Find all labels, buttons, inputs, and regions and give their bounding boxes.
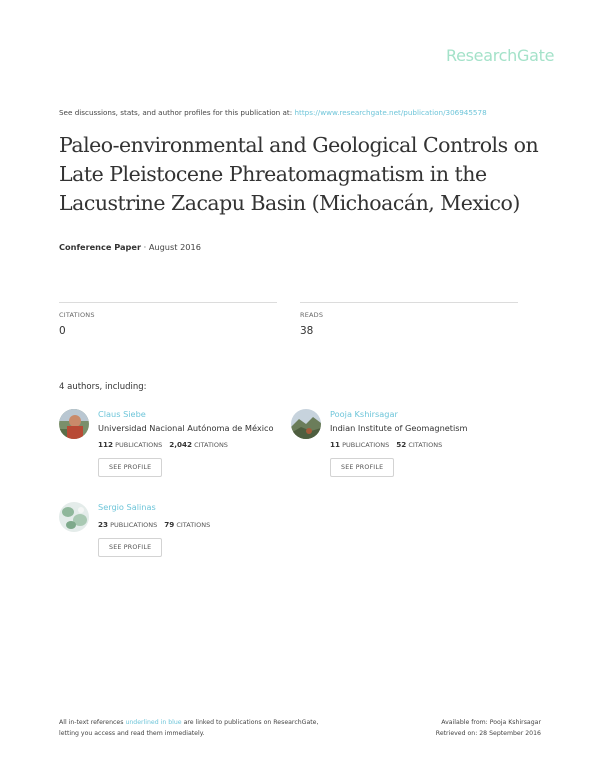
- authors-heading: 4 authors, including:: [59, 382, 147, 392]
- reads-label: READS: [300, 311, 324, 319]
- author-name-2[interactable]: Pooja Kshirsagar: [330, 409, 398, 419]
- citations-label: CITATIONS: [59, 311, 95, 319]
- author-avatar-2[interactable]: [291, 409, 321, 439]
- author-citations-label-3: CITATIONS: [176, 521, 211, 529]
- footer-suffix: are linked to publications on ResearchGate,: [181, 719, 319, 726]
- author-citations-count-1: 2,042: [169, 440, 192, 449]
- author-institution-2[interactable]: Indian Institute of Geomagnetism: [330, 423, 468, 433]
- author-stats-2: [330, 440, 530, 449]
- author-avatar-3[interactable]: [59, 502, 89, 532]
- footer-availability: [436, 717, 541, 739]
- author-citations-label-2: CITATIONS: [408, 441, 443, 449]
- reads-divider: [300, 302, 518, 303]
- author-citations-count-3: 79: [164, 520, 175, 529]
- author-publications-label-3: PUBLICATIONS: [110, 521, 158, 529]
- author-photo-3: [59, 502, 89, 532]
- author-citations-label-1: CITATIONS: [194, 441, 228, 449]
- author-publications-count-2: 11: [330, 440, 341, 449]
- footer-line-2: letting you access and read them immediately.: [59, 730, 205, 737]
- footer-retrieved-on: Retrieved on: 28 September 2016: [435, 730, 541, 737]
- reads-stat: [300, 302, 518, 337]
- see-profile-button-2[interactable]: SEE PROFILE: [330, 458, 394, 477]
- author-photo-2: [291, 409, 321, 439]
- reads-value: 38: [300, 325, 314, 337]
- author-publications-label-1: PUBLICATIONS: [115, 441, 163, 449]
- publication-type: Conference Paper: [59, 242, 142, 252]
- publication-meta: [59, 242, 201, 252]
- author-institution-1[interactable]: Universidad Nacional Autónoma de México: [98, 423, 274, 433]
- footer-underlined-link[interactable]: underlined in blue: [125, 719, 182, 726]
- see-profile-button-3[interactable]: SEE PROFILE: [98, 538, 162, 557]
- citations-divider: [59, 302, 277, 303]
- author-publications-count-1: 112: [98, 440, 114, 449]
- author-stats-1: [98, 440, 298, 449]
- footer-references-note: [59, 717, 339, 739]
- publication-link[interactable]: https://www.researchgate.net/publication/306945578: [294, 108, 487, 117]
- see-discussions-text: See discussions, stats, and author profiles for this publication at:: [59, 108, 295, 117]
- researchgate-logo[interactable]: ResearchGate: [446, 46, 555, 65]
- see-discussions-line: [59, 108, 487, 117]
- citations-value: 0: [59, 325, 66, 337]
- author-publications-count-3: 23: [98, 520, 109, 529]
- author-name-1[interactable]: Claus Siebe: [98, 409, 146, 419]
- author-citations-count-2: 52: [396, 440, 407, 449]
- author-avatar-1[interactable]: [59, 409, 89, 439]
- footer-available-from: Available from: Pooja Kshirsagar: [441, 719, 541, 726]
- footer-prefix: All in-text references: [59, 719, 126, 726]
- publication-date: · August 2016: [141, 242, 201, 252]
- see-profile-button-1[interactable]: SEE PROFILE: [98, 458, 162, 477]
- author-name-3[interactable]: Sergio Salinas: [98, 502, 156, 512]
- publication-title: Paleo-environmental and Geological Controls on Late Pleistocene Phreatomagmatism in the Lacustrine Zacapu Basin (Michoacán, Mexico): [59, 133, 539, 215]
- citations-stat: [59, 302, 277, 337]
- author-stats-3: [98, 520, 298, 529]
- author-publications-label-2: PUBLICATIONS: [342, 441, 390, 449]
- footer-line-1: [59, 717, 339, 728]
- author-photo-1: [59, 409, 89, 439]
